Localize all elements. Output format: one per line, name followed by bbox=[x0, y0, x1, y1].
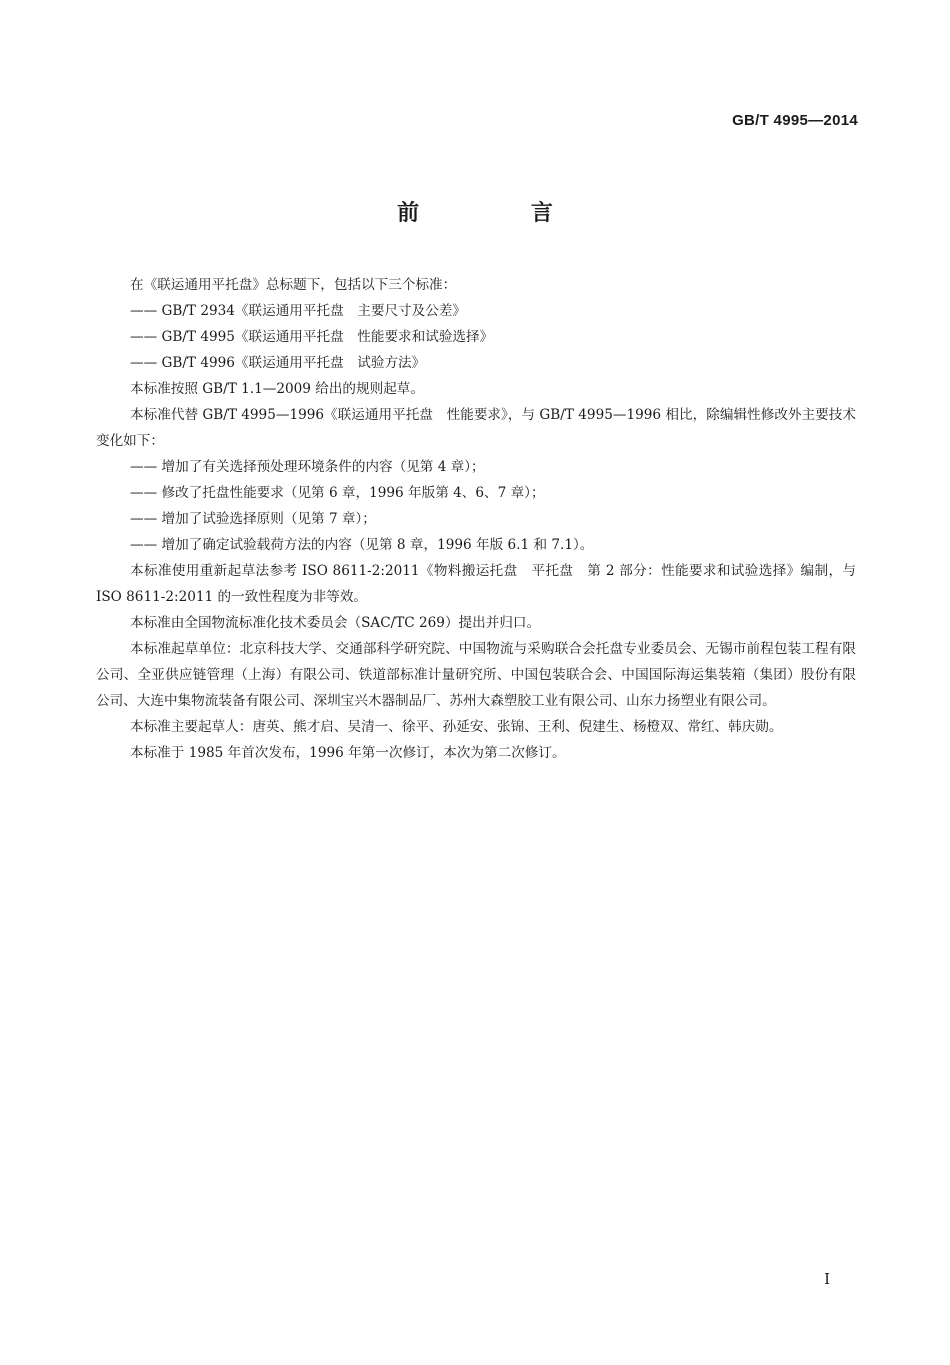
paragraph-drafting-units: 本标准起草单位：北京科技大学、交通部科学研究院、中国物流与采购联合会托盘专业委员会、无锡市前程包装工程有限公司、全亚供应链管理（上海）有限公司、铁道部标准计量研究所、中国包装联合会、中国国际海运集装箱（集团）股份有限公司、大连中集物流装备有限公司、深圳宝兴木器制品厂、苏州大森塑胶工业有限公司、山东力扬塑业有限公司。 bbox=[96, 641, 856, 709]
paragraph-proposer: 本标准由全国物流标准化技术委员会（SAC/TC 269）提出并归口。 bbox=[130, 615, 541, 631]
paragraph-history: 本标准于 1985 年首次发布，1996 年第一次修订，本次为第二次修订。 bbox=[130, 745, 566, 761]
list-item-change-4: —— 增加了确定试验载荷方法的内容（见第 8 章，1996 年版 6.1 和 7.1）。 bbox=[130, 537, 594, 553]
paragraph-intro: 在《联运通用平托盘》总标题下，包括以下三个标准： bbox=[130, 277, 457, 293]
page-title: 前 言 bbox=[397, 201, 605, 226]
preface-body bbox=[96, 272, 856, 766]
list-item-gbt4995: —— GB/T 4995《联运通用平托盘 性能要求和试验选择》 bbox=[130, 329, 494, 345]
paragraph-iso-reference: 本标准使用重新起草法参考 ISO 8611-2:2011《物料搬运托盘 平托盘 第 2 部分：性能要求和试验选择》编制，与 ISO 8611-2:2011 的一致性程度为非等效。 bbox=[96, 563, 856, 605]
paragraph-replaces: 本标准代替 GB/T 4995—1996《联运通用平托盘 性能要求》，与 GB/T 4995—1996 相比，除编辑性修改外主要技术变化如下： bbox=[96, 407, 856, 449]
paragraph-drafters: 本标准主要起草人：唐英、熊才启、吴清一、徐平、孙延安、张锦、王利、倪建生、杨橙双、常红、韩庆勋。 bbox=[130, 719, 783, 735]
list-item-gbt2934: —— GB/T 2934《联运通用平托盘 主要尺寸及公差》 bbox=[130, 303, 467, 319]
standard-code: GB/T 4995—2014 bbox=[732, 112, 858, 129]
list-item-change-2: —— 修改了托盘性能要求（见第 6 章，1996 年版第 4、6、7 章）； bbox=[130, 485, 545, 501]
list-item-gbt4996: —— GB/T 4996《联运通用平托盘 试验方法》 bbox=[130, 355, 426, 371]
list-item-change-1: —— 增加了有关选择预处理环境条件的内容（见第 4 章）； bbox=[130, 459, 485, 475]
list-item-change-3: —— 增加了试验选择原则（见第 7 章）； bbox=[130, 511, 376, 527]
page-number: I bbox=[824, 1270, 830, 1288]
paragraph-drafting-rules: 本标准按照 GB/T 1.1—2009 给出的规则起草。 bbox=[130, 381, 424, 397]
